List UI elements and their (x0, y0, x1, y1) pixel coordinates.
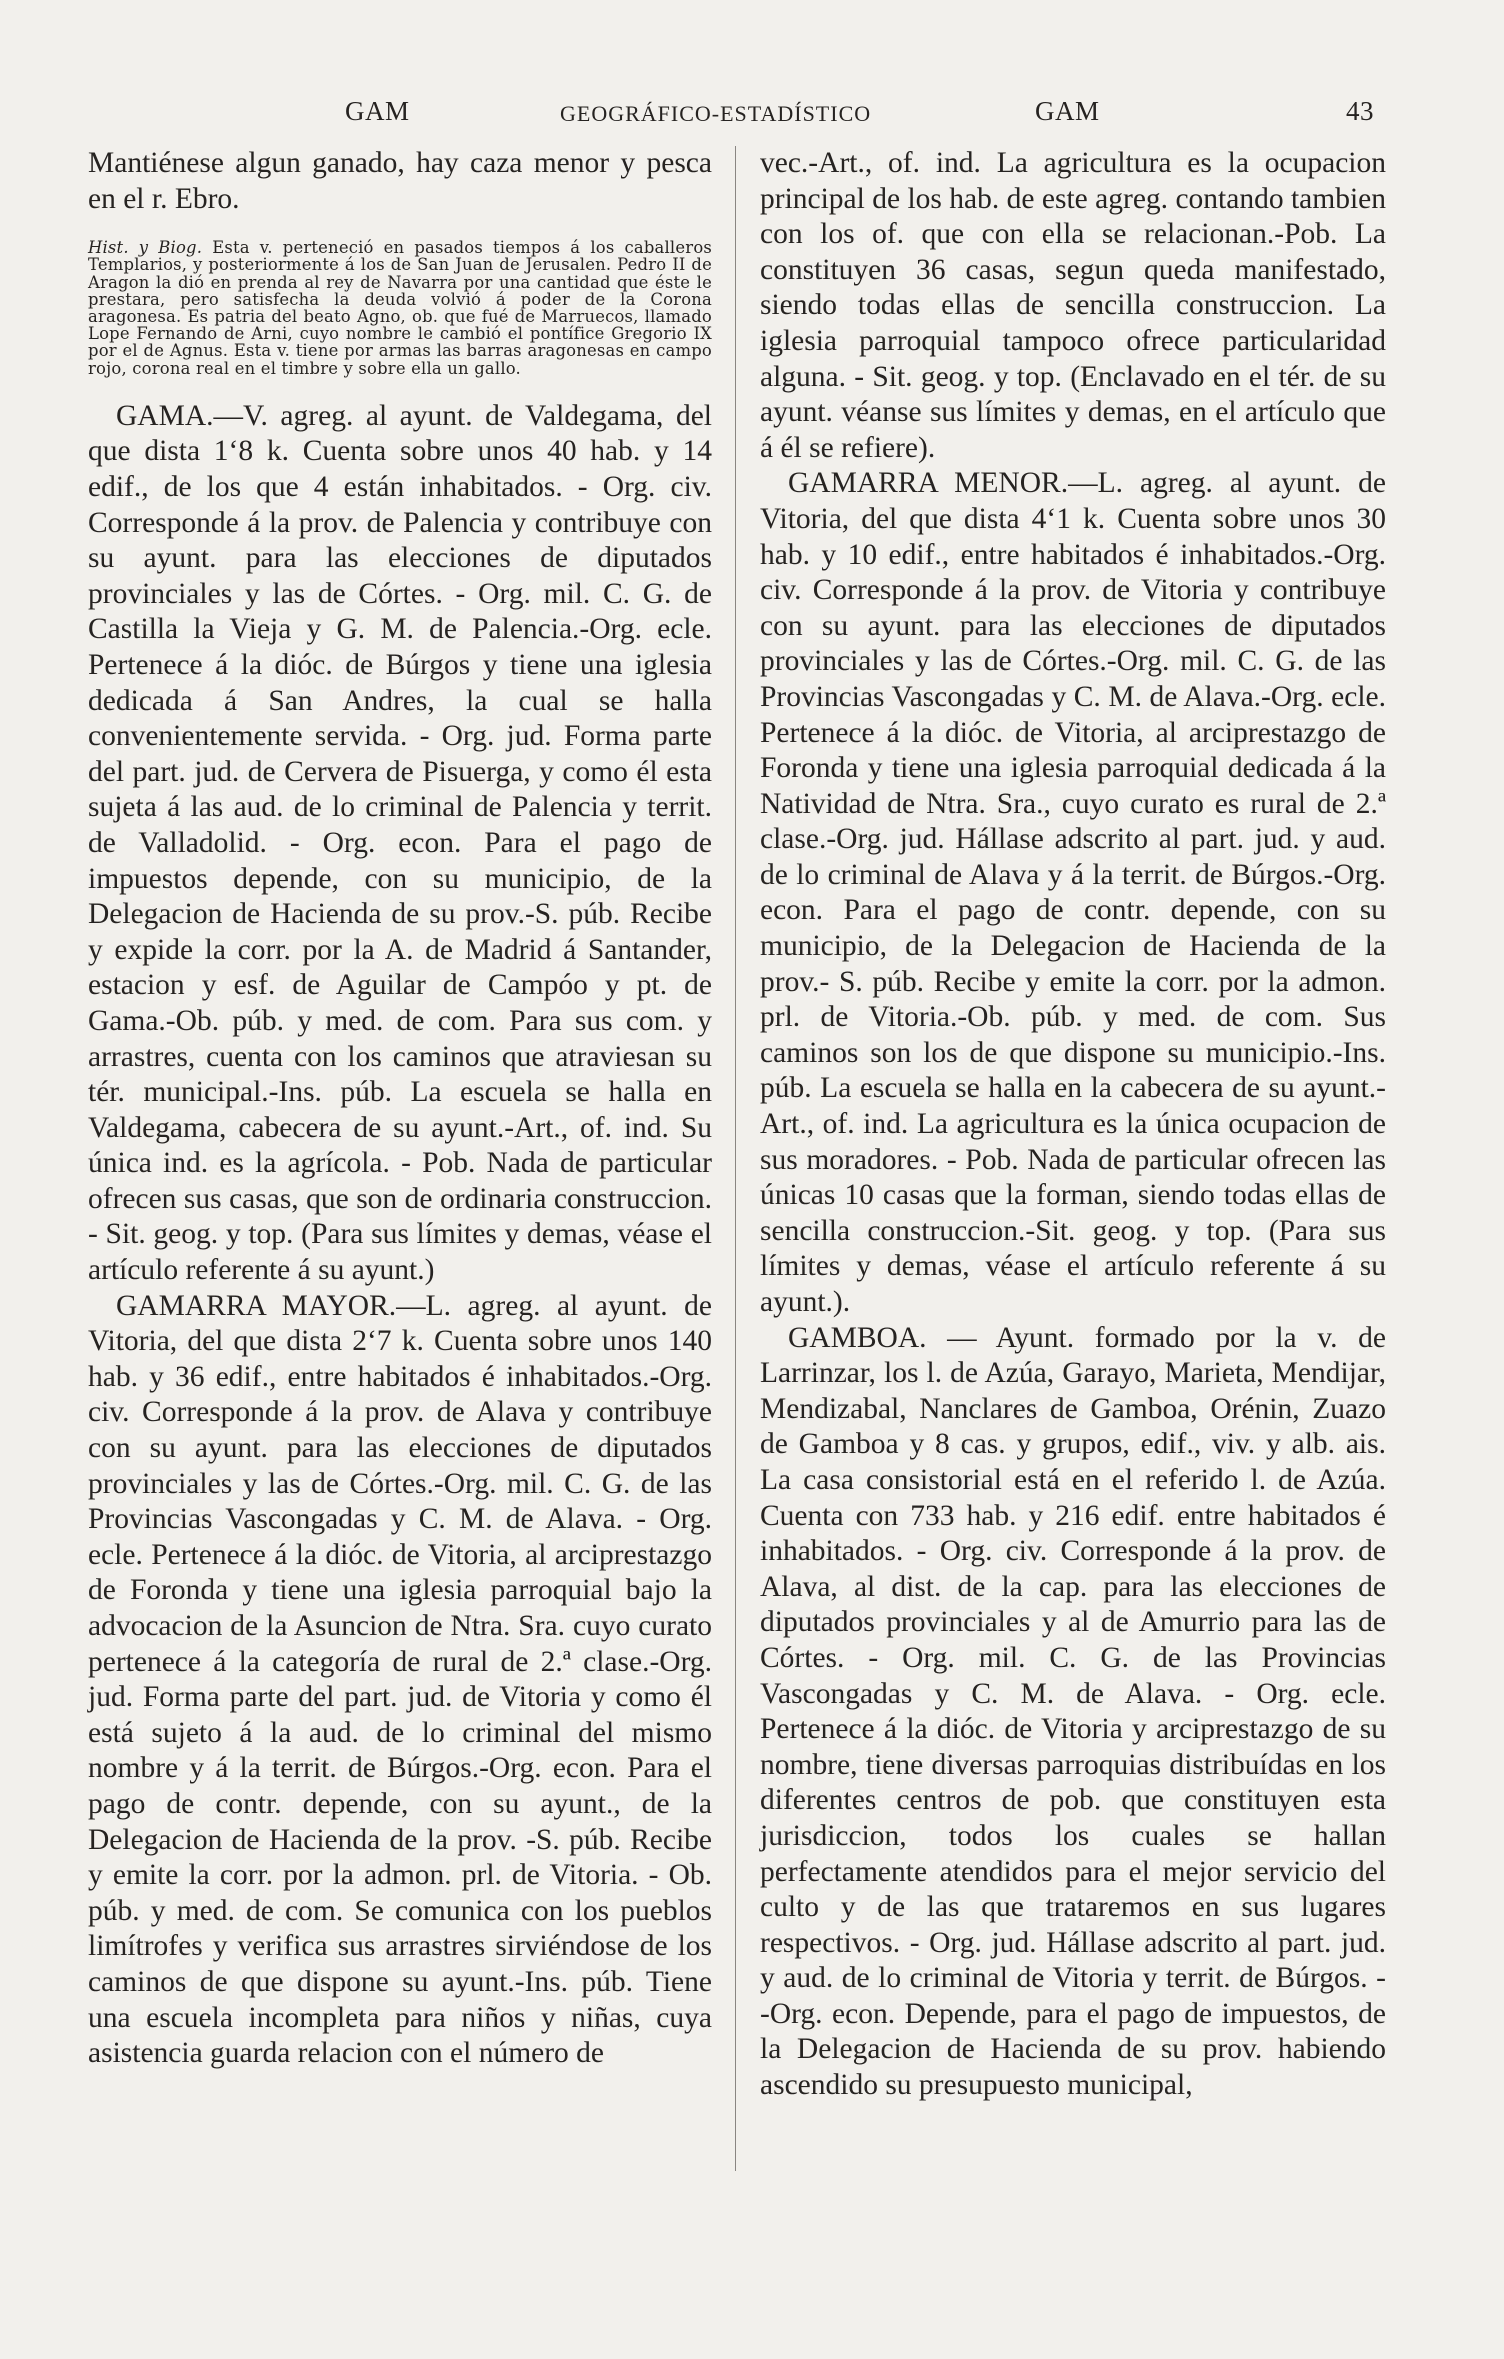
page-number: 43 (1346, 96, 1374, 126)
history-note-lead: Hist. y Biog. (88, 238, 203, 258)
history-note (88, 239, 712, 377)
entry-gamarra-mayor: GAMARRA MAYOR.—L. agreg. al ayunt. de Vitoria, del que dista 2‘7 k. Cuenta sobre unos 140 hab. y 36 edif., entre habitados é inhabitados.-Org. civ. Corresponde á la prov. de Alava y contribuye con su ayunt. para las elecciones de diputados provinciales y las de Córtes.-Org. mil. C. G. de las Provincias Vascongadas y C. M. de Alava. - Org. ecle. Pertenece á la dióc. de Vitoria, al arciprestazgo de Foronda y tiene una iglesia parroquial bajo la advocacion de la Asuncion de Ntra. Sra. cuyo curato pertenece á la categoría de rural de 2.ª clase.-Org. jud. Forma parte del part. jud. de Vitoria y como él está sujeto á la aud. de lo criminal del mismo nombre y á la territ. de Búrgos.-Org. econ. Para el pago de contr. depende, con su ayunt., de la Delegacion de Hacienda de la prov. -S. púb. Recibe y emite la corr. por la admon. prl. de Vitoria. - Ob. púb. y med. de com. Se comunica con los pueblos limítrofes y verifica sus arrastres sirviéndose de los caminos de que dispone su ayunt.-Ins. púb. Tiene una escuela incompleta para niños y niñas, cuya asistencia guarda relacion con el número de (88, 1289, 712, 2070)
running-header (90, 96, 1390, 136)
right-column (760, 146, 1386, 2104)
entry-gamarra-menor: GAMARRA MENOR.—L. agreg. al ayunt. de Vitoria, del que dista 4‘1 k. Cuenta sobre unos 30 hab. y 10 edif., entre habitados é inhabitados.-Org. civ. Corresponde á la prov. de Vitoria y contribuye con su ayunt. para las elecciones de diputados provinciales y las de Córtes.-Org. mil. C. G. de las Provincias Vascongadas y C. M. de Alava.-Org. ecle. Pertenece á la dióc. de Vitoria, al arciprestazgo de Foronda y tiene una iglesia parroquial dedicada á la Natividad de Ntra. Sra., cuyo curato es rural de 2.ª clase.-Org. jud. Hállase adscrito al part. jud. y aud. de lo criminal de Alava y á la territ. de Búrgos.-Org. econ. Para el pago de contr. depende, con su municipio, de la Delegacion de Hacienda de la prov.- S. púb. Recibe y emite la corr. por la admon. prl. de Vitoria.-Ob. púb. y med. de com. Sus caminos son los de que dispone su municipio.-Ins. púb. La escuela se halla en la cabecera de su ayunt.-Art., of. ind. La agricultura es la única ocupacion de sus moradores. - Pob. Nada de particular ofrecen las únicas 10 casas que la forman, siendo todas ellas de sencilla construccion.-Sit. geog. y top. (Para sus límites y demas, véase el artículo referente á su ayunt.). (760, 467, 1386, 1318)
left-column (88, 146, 712, 2072)
header-left-key: GAM (345, 96, 410, 126)
header-right-key: GAM (1035, 96, 1100, 126)
entry-gamboa: GAMBOA. — Ayunt. formado por la v. de Larrinzar, los l. de Azúa, Garayo, Marieta, Mendijar, Mendizabal, Nanclares de Gamboa, Orénin, Zuazo de Gamboa y 8 cas. y grupos, edif., viv. y alb. ais. La casa consistorial está en el referido l. de Azúa. Cuenta con 733 hab. y 216 edif. entre habitados é inhabitados. - Org. civ. Corresponde á la prov. de Alava, al dist. de la cap. para las elecciones de diputados provinciales y al de Amurrio para las de Córtes. - Org. mil. C. G. de las Provincias Vascongadas y C. M. de Alava. - Org. ecle. Pertenece á la dióc. de Vitoria y arciprestazgo de su nombre, tiene diversas parroquias distribuídas en los diferentes centros de pob. que constituyen esta jurisdiccion, todos los cuales se hallan perfectamente atendidos para el mejor servicio del culto y de las que trataremos en sus lugares respectivos. - Org. jud. Hállase adscrito al part. jud. y aud. de lo criminal de Vitoria y territ. de Búrgos. - -Org. econ. Depende, para el pago de impuestos, de la Delegacion de Hacienda de su prov. habiendo ascendido su presupuesto municipal, (760, 1321, 1386, 2102)
entry-gamarra-mayor-continued: vec.-Art., of. ind. La agricultura es la ocupacion principal de los hab. de este agreg. contando tambien con los of. que con ella se relacionan.-Pob. La constituyen 36 casas, segun queda manifestado, siendo todas ellas de sencilla construccion. La iglesia parroquial tampoco ofrece particularidad alguna. - Sit. geog. y top. (Enclavado en el tér. de su ayunt. véanse sus límites y demas, en el artículo que á él se refiere). (760, 147, 1386, 464)
column-divider (735, 146, 736, 2171)
history-note-text: Esta v. perteneció en pasados tiempos á los caballeros Templarios, y posteriormente á los de San Juan de Jerusalen. Pedro II de Aragon la dió en prenda al rey de Navarra por una cantidad que éste le prestara, pero satisfecha la deuda volvió á poder de la Corona aragonesa. Es patria del beato Agno, ob. que fué de Marruecos, llamado Lope Fernando de Arni, cuyo nombre le cambió el pontífice Gregorio IX por el de Agnus. Esta v. tiene por armas las barras aragonesas en campo rojo, corona real en el timbre y sobre ella un gallo. (88, 238, 712, 378)
header-center-title: GEOGRÁFICO-ESTADÍSTICO (560, 101, 872, 126)
paragraph-ebro: Mantiénese algun ganado, hay caza menor y pesca en el r. Ebro. (88, 147, 712, 215)
entry-gama: GAMA.—V. agreg. al ayunt. de Valdegama, del que dista 1‘8 k. Cuenta sobre unos 40 hab. y 14 edif., de los que 4 están inhabitados. - Org. civ. Corresponde á la prov. de Palencia y contribuye con su ayunt. para las elecciones de diputados provinciales y las de Córtes. - Org. mil. C. G. de Castilla la Vieja y G. M. de Palencia.-Org. ecle. Pertenece á la dióc. de Búrgos y tiene una iglesia dedicada á San Andres, la cual se halla convenientemente servida. - Org. jud. Forma parte del part. jud. de Cervera de Pisuerga, y como él esta sujeta á las aud. de lo criminal de Palencia y territ. de Valladolid. - Org. econ. Para el pago de impuestos depende, con su municipio, de la Delegacion de Hacienda de su prov.-S. púb. Recibe y expide la corr. por la A. de Madrid á Santander, estacion y esf. de Aguilar de Campóo y pt. de Gama.-Ob. púb. y med. de com. Para sus com. y arrastres, cuenta con los caminos que atraviesan su tér. municipal.-Ins. púb. La escuela se halla en Valdegama, cabecera de su ayunt.-Art., of. ind. Su única ind. es la agrícola. - Pob. Nada de particular ofrecen sus casas, que son de ordinaria construccion. - Sit. geog. y top. (Para sus límites y demas, véase el artículo referente á su ayunt.) (88, 399, 712, 1287)
